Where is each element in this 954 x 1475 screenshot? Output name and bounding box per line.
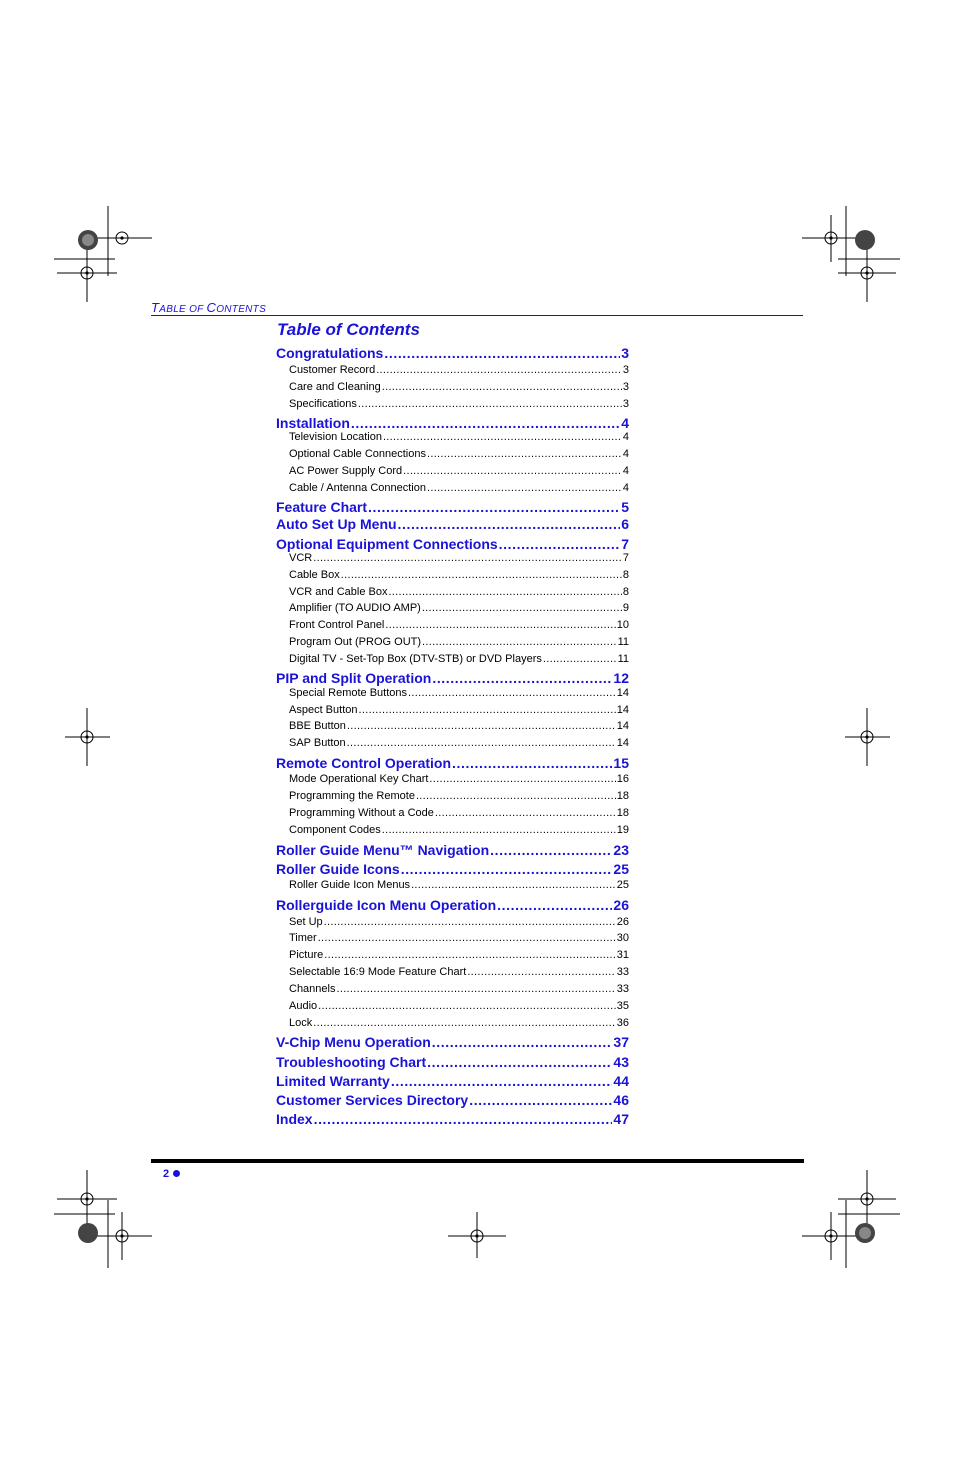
toc-entry-label: Care and Cleaning xyxy=(289,381,381,393)
toc-entry-page: 14 xyxy=(616,737,629,749)
toc-entry-page: 7 xyxy=(621,536,629,552)
toc-entry-page: 9 xyxy=(622,602,629,614)
toc-subentry[interactable] xyxy=(276,966,629,978)
toc-entry-page: 15 xyxy=(613,755,629,771)
toc-entry-page: 3 xyxy=(622,364,629,376)
dot-leader xyxy=(490,842,612,858)
dot-leader xyxy=(499,536,621,552)
toc-subentry[interactable] xyxy=(276,586,629,598)
dot-leader xyxy=(429,773,615,785)
toc-entry-label: Optional Cable Connections xyxy=(289,448,426,460)
toc-entry-label: Feature Chart xyxy=(276,499,368,515)
toc-subentry[interactable] xyxy=(276,916,629,928)
toc-entry-label: Remote Control Operation xyxy=(276,755,452,771)
toc-subentry[interactable] xyxy=(276,704,629,716)
toc-entry-page: 8 xyxy=(622,569,629,581)
toc-entry-page: 3 xyxy=(622,398,629,410)
toc-entry-label: Rollerguide Icon Menu Operation xyxy=(276,897,497,913)
toc-entry-label: Limited Warranty xyxy=(276,1073,390,1089)
toc-entry-page: 6 xyxy=(621,516,629,532)
toc-entry-page: 25 xyxy=(613,861,629,877)
dot-leader xyxy=(432,1034,613,1050)
toc-entry-label: Aspect Button xyxy=(289,704,358,716)
toc-entry-label: Audio xyxy=(289,1000,318,1012)
toc-entry-label: Optional Equipment Connections xyxy=(276,536,498,552)
toc-entry-label: Set Up xyxy=(289,916,323,928)
toc-entry-page: 18 xyxy=(616,807,629,819)
toc-entry-page: 3 xyxy=(621,345,629,361)
dot-leader xyxy=(324,916,616,928)
toc-entry-label: Customer Record xyxy=(289,364,376,376)
toc-subentry[interactable] xyxy=(276,482,629,494)
toc-entry-page: 12 xyxy=(613,670,629,686)
dot-leader xyxy=(427,482,622,494)
dot-leader xyxy=(382,824,616,836)
toc-entry-label: Digital TV - Set-Top Box (DTV-STB) or DVD Players xyxy=(289,653,542,665)
dot-leader xyxy=(432,670,612,686)
dot-leader xyxy=(427,1054,612,1070)
toc-subentry[interactable] xyxy=(276,602,629,614)
dot-leader xyxy=(401,861,613,877)
toc-entry-label: Cable / Antenna Connection xyxy=(289,482,426,494)
toc-entry-page: 30 xyxy=(616,932,629,944)
dot-leader xyxy=(318,932,616,944)
toc-subentry[interactable] xyxy=(276,381,629,393)
toc-subentry[interactable] xyxy=(276,465,629,477)
bullet-icon xyxy=(173,1170,180,1177)
dot-leader xyxy=(358,398,622,410)
toc-entry-label: Congratulations xyxy=(276,345,384,361)
toc-entry-label: Installation xyxy=(276,415,350,431)
dot-leader xyxy=(383,431,622,443)
toc-entry[interactable] xyxy=(276,1111,629,1127)
toc-subentry[interactable] xyxy=(276,569,629,581)
toc-entry-label: AC Power Supply Cord xyxy=(289,465,403,477)
dot-leader xyxy=(467,966,615,978)
toc-entry-label: SAP Button xyxy=(289,737,346,749)
toc-entry-page: 43 xyxy=(613,1054,629,1070)
toc-entry[interactable] xyxy=(276,1034,629,1050)
toc-entry[interactable] xyxy=(276,345,629,361)
dot-leader xyxy=(384,345,620,361)
toc-entry[interactable] xyxy=(276,536,629,552)
toc-subentry[interactable] xyxy=(276,653,629,665)
toc-subentry[interactable] xyxy=(276,807,629,819)
dot-leader xyxy=(422,602,622,614)
toc-entry-page: 46 xyxy=(613,1092,629,1108)
toc-entry-page: 11 xyxy=(617,653,629,665)
toc-subentry[interactable] xyxy=(276,1000,629,1012)
toc-entry-label: Troubleshooting Chart xyxy=(276,1054,427,1070)
dot-leader xyxy=(347,720,616,732)
toc-entry-label: Roller Guide Icon Menus xyxy=(289,879,411,891)
dot-leader xyxy=(314,1111,613,1127)
toc-subentry[interactable] xyxy=(276,431,629,443)
toc-entry-label: Roller Guide Menu™ Navigation xyxy=(276,842,490,858)
toc-entry-label: Front Control Panel xyxy=(289,619,385,631)
toc-subentry[interactable] xyxy=(276,636,629,648)
toc-entry-page: 25 xyxy=(616,879,629,891)
toc-entry-page: 4 xyxy=(621,415,629,431)
toc-entry[interactable] xyxy=(276,861,629,877)
dot-leader xyxy=(336,983,615,995)
toc-entry-page: 26 xyxy=(613,897,629,913)
toc-entry-label: Specifications xyxy=(289,398,357,410)
toc-subentry[interactable] xyxy=(276,552,629,564)
header-rule xyxy=(151,315,803,316)
toc-entry-label: VCR and Cable Box xyxy=(289,586,388,598)
toc-entry-label: Programming the Remote xyxy=(289,790,415,802)
toc-entry-page: 11 xyxy=(617,636,629,648)
toc-entry-page: 44 xyxy=(613,1073,629,1089)
toc-entry-label: Picture xyxy=(289,949,324,961)
toc-entry-page: 35 xyxy=(616,1000,629,1012)
toc-entry-label: V-Chip Menu Operation xyxy=(276,1034,431,1050)
dot-leader xyxy=(422,636,617,648)
toc-subentry[interactable] xyxy=(276,687,629,699)
dot-leader xyxy=(351,415,620,431)
toc-entry-page: 18 xyxy=(616,790,629,802)
toc-subentry[interactable] xyxy=(276,879,629,891)
toc-entry-label: Television Location xyxy=(289,431,382,443)
toc-entry-label: Cable Box xyxy=(289,569,340,581)
running-head: TABLE OF CONTENTS xyxy=(151,300,267,315)
dot-leader xyxy=(318,1000,616,1012)
toc-entry-label: Index xyxy=(276,1111,313,1127)
toc-subentry[interactable] xyxy=(276,983,629,995)
dot-leader xyxy=(403,465,622,477)
toc-entry-label: Selectable 16:9 Mode Feature Chart xyxy=(289,966,467,978)
page-number: 2 xyxy=(163,1168,180,1180)
toc-entry-label: Channels xyxy=(289,983,336,995)
toc-entry[interactable] xyxy=(276,842,629,858)
toc-entry-page: 33 xyxy=(616,966,629,978)
toc-entry[interactable] xyxy=(276,499,629,515)
toc-entry-page: 8 xyxy=(622,586,629,598)
toc-entry[interactable] xyxy=(276,516,629,532)
dot-leader xyxy=(416,790,616,802)
footer-rule xyxy=(151,1159,804,1163)
dot-leader xyxy=(368,499,620,515)
toc-subentry[interactable] xyxy=(276,824,629,836)
dot-leader xyxy=(452,755,612,771)
toc-entry-page: 3 xyxy=(622,381,629,393)
dot-leader xyxy=(382,381,622,393)
toc-entry-page: 4 xyxy=(622,482,629,494)
toc-entry-page: 47 xyxy=(613,1111,629,1127)
toc-entry-page: 16 xyxy=(616,773,629,785)
toc-entry-label: Programming Without a Code xyxy=(289,807,434,819)
toc-entry-label: Component Codes xyxy=(289,824,381,836)
toc-entry-label: Mode Operational Key Chart xyxy=(289,773,429,785)
toc-entry-page: 4 xyxy=(622,431,629,443)
dot-leader xyxy=(313,1017,616,1029)
toc-entry[interactable] xyxy=(276,755,629,771)
toc-entry-label: BBE Button xyxy=(289,720,346,732)
toc-entry-page: 19 xyxy=(616,824,629,836)
toc-entry[interactable] xyxy=(276,415,629,431)
toc-entry-label: Timer xyxy=(289,932,317,944)
toc-subentry[interactable] xyxy=(276,619,629,631)
toc-entry-label: Lock xyxy=(289,1017,313,1029)
toc-entry-page: 5 xyxy=(621,499,629,515)
dot-leader xyxy=(324,949,616,961)
dot-leader xyxy=(341,569,622,581)
toc-subentry[interactable] xyxy=(276,364,629,376)
dot-leader xyxy=(408,687,616,699)
dot-leader xyxy=(427,448,622,460)
toc-entry-page: 26 xyxy=(616,916,629,928)
toc-entry-label: VCR xyxy=(289,552,313,564)
dot-leader xyxy=(435,807,616,819)
toc-entry-page: 33 xyxy=(616,983,629,995)
dot-leader xyxy=(376,364,622,376)
dot-leader xyxy=(347,737,616,749)
toc-subentry[interactable] xyxy=(276,1017,629,1029)
toc-entry[interactable] xyxy=(276,670,629,686)
toc-subentry[interactable] xyxy=(276,737,629,749)
dot-leader xyxy=(385,619,615,631)
toc-subentry[interactable] xyxy=(276,949,629,961)
toc-subentry[interactable] xyxy=(276,720,629,732)
toc-entry-page: 31 xyxy=(616,949,629,961)
toc-entry-page: 36 xyxy=(616,1017,629,1029)
toc-entry-label: Special Remote Buttons xyxy=(289,687,408,699)
toc-entry-label: Roller Guide Icons xyxy=(276,861,400,877)
toc-subentry[interactable] xyxy=(276,932,629,944)
toc-entry-page: 7 xyxy=(622,552,629,564)
dot-leader xyxy=(543,653,617,665)
toc-entry-label: Auto Set Up Menu xyxy=(276,516,397,532)
dot-leader xyxy=(469,1092,612,1108)
toc-entry-page: 4 xyxy=(622,465,629,477)
dot-leader xyxy=(497,897,612,913)
toc-entry[interactable] xyxy=(276,1073,629,1089)
toc-subentry[interactable] xyxy=(276,398,629,410)
toc-entry-page: 4 xyxy=(622,448,629,460)
toc-entry-page: 14 xyxy=(616,720,629,732)
toc-entry-page: 14 xyxy=(616,704,629,716)
toc-entry-page: 14 xyxy=(616,687,629,699)
toc-subentry[interactable] xyxy=(276,790,629,802)
toc-entry[interactable] xyxy=(276,1092,629,1108)
toc-entry-page: 23 xyxy=(613,842,629,858)
dot-leader xyxy=(359,704,616,716)
toc-entry-page: 10 xyxy=(616,619,629,631)
dot-leader xyxy=(411,879,616,891)
toc-entry-page: 37 xyxy=(613,1034,629,1050)
toc-entry-label: Amplifier (TO AUDIO AMP) xyxy=(289,602,421,614)
toc-entry-label: Customer Services Directory xyxy=(276,1092,469,1108)
toc-entry-label: PIP and Split Operation xyxy=(276,670,432,686)
toc-entry[interactable] xyxy=(276,1054,629,1070)
toc-entry[interactable] xyxy=(276,897,629,913)
toc-entry-label: Program Out (PROG OUT) xyxy=(289,636,422,648)
page-title: Table of Contents xyxy=(277,320,420,339)
toc-subentry[interactable] xyxy=(276,773,629,785)
dot-leader xyxy=(398,516,621,532)
toc-subentry[interactable] xyxy=(276,448,629,460)
dot-leader xyxy=(388,586,621,598)
dot-leader xyxy=(313,552,622,564)
dot-leader xyxy=(391,1073,613,1089)
